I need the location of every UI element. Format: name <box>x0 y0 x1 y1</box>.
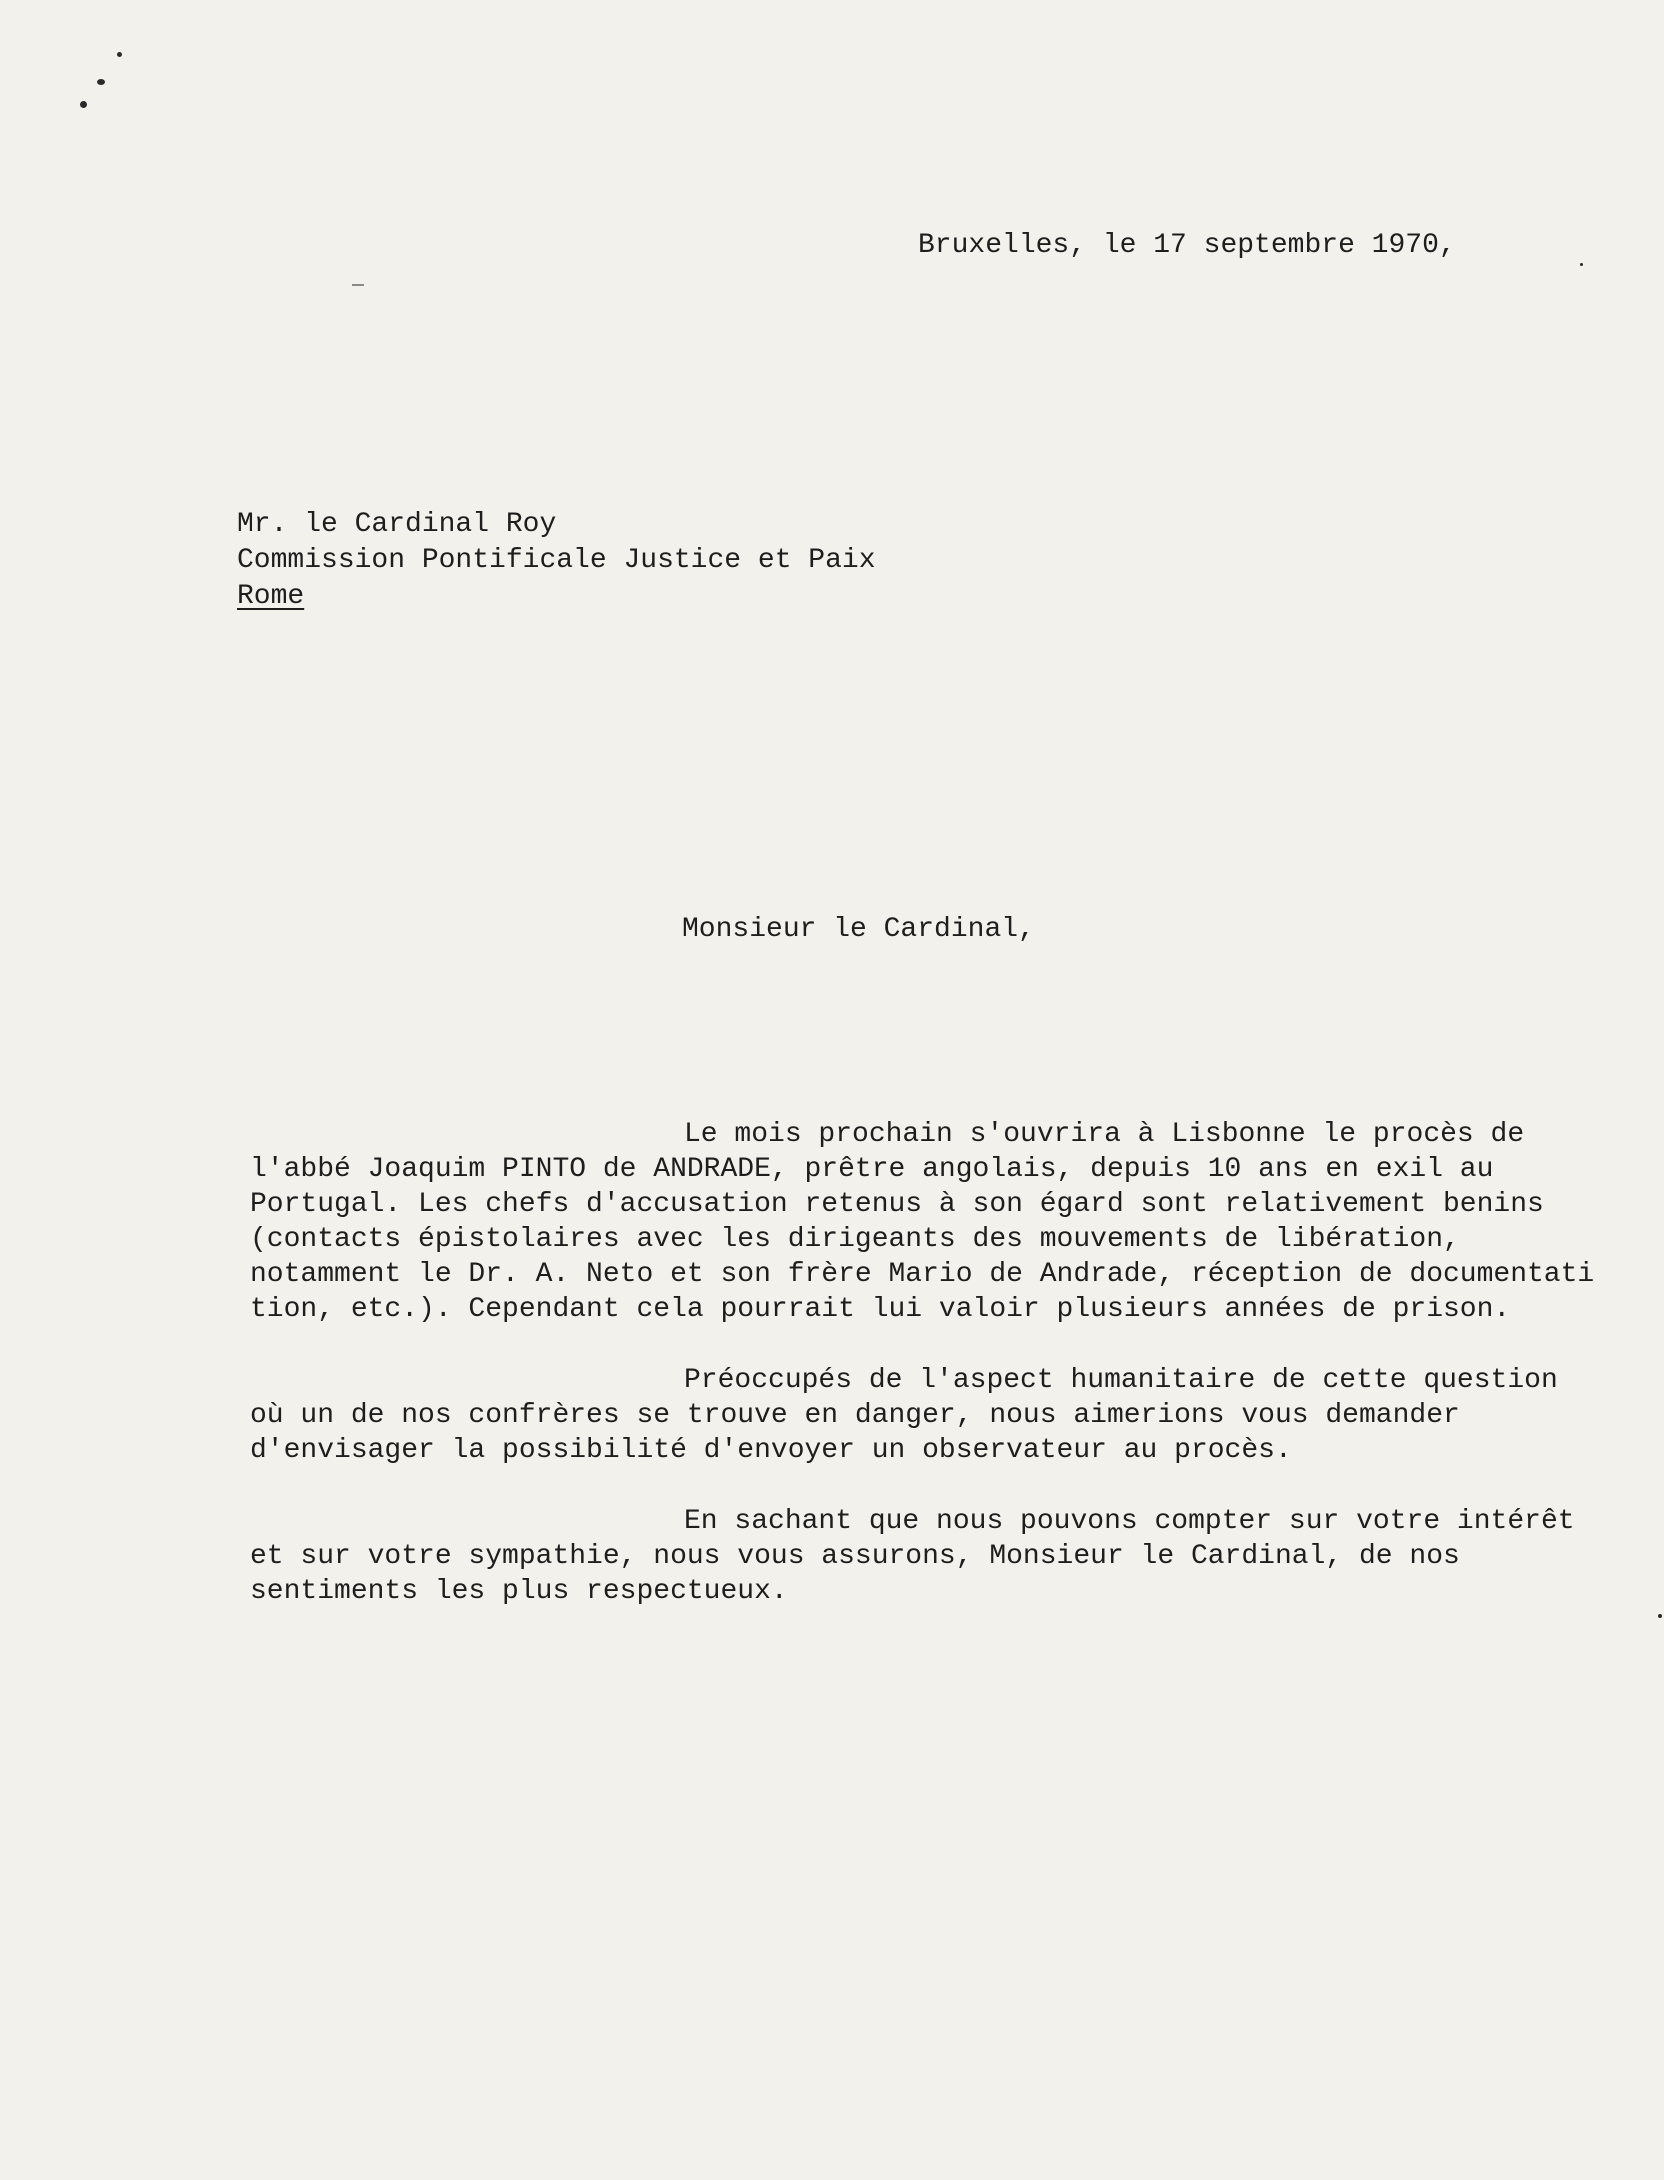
paragraph-line: (contacts épistolaires avec les dirigeants des mouvements de libération, <box>250 1224 1460 1255</box>
date-line: Bruxelles, le 17 septembre 1970, <box>918 230 1456 261</box>
ink-speck <box>117 52 122 57</box>
paragraph-line: Portugal. Les chefs d'accusation retenus à son égard sont relativement benins <box>250 1189 1544 1220</box>
recipient-name: Mr. le Cardinal Roy <box>237 509 557 540</box>
salutation: Monsieur le Cardinal, <box>682 914 1035 945</box>
ink-speck <box>80 101 87 108</box>
recipient-organization: Commission Pontificale Justice et Paix <box>237 545 876 576</box>
paragraph-line: tion, etc.). Cependant cela pourrait lui valoir plusieurs années de prison. <box>250 1294 1511 1325</box>
paragraph-line: où un de nos confrères se trouve en danger, nous aimerions vous demander <box>250 1400 1460 1431</box>
paragraph-line: d'envisager la possibilité d'envoyer un observateur au procès. <box>250 1435 1292 1466</box>
stray-mark <box>352 284 364 286</box>
recipient-address <box>237 507 876 615</box>
paragraph-line: l'abbé Joaquim PINTO de ANDRADE, prêtre angolais, depuis 10 ans en exil au <box>250 1154 1494 1185</box>
paragraph-line: sentiments les plus respectueux. <box>250 1576 788 1607</box>
ink-speck <box>1658 1614 1662 1618</box>
paragraph-line: Le mois prochain s'ouvrira à Lisbonne le procès de <box>684 1119 1525 1150</box>
letter-body <box>250 1117 1655 1645</box>
paragraph-1 <box>250 1117 1655 1327</box>
paragraph-2 <box>250 1363 1655 1468</box>
ink-speck <box>97 79 105 85</box>
paragraph-line: En sachant que nous pouvons compter sur votre intérêt <box>684 1506 1575 1537</box>
paragraph-line: et sur votre sympathie, nous vous assurons, Monsieur le Cardinal, de nos <box>250 1541 1460 1572</box>
ink-speck <box>1580 263 1583 266</box>
paragraph-line: Préoccupés de l'aspect humanitaire de cette question <box>684 1365 1558 1396</box>
recipient-city: Rome <box>237 581 305 612</box>
paragraph-3 <box>250 1504 1655 1609</box>
paragraph-line: notamment le Dr. A. Neto et son frère Mario de Andrade, réception de documentati <box>250 1259 1595 1290</box>
